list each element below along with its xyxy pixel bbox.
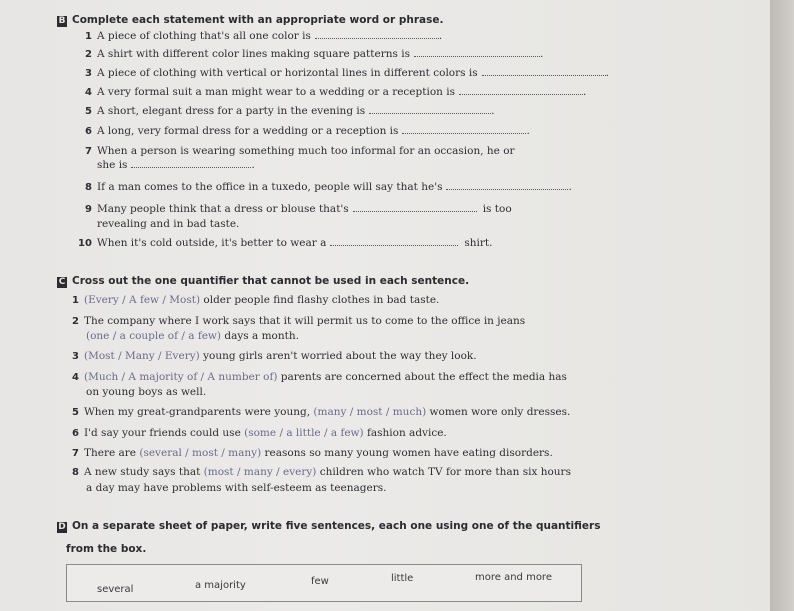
b-item-1: 1 A piece of clothing that's all one color is . — [85, 30, 443, 42]
page-edge — [770, 0, 794, 611]
section-c-heading: C Cross out the one quantifier that cannot be used in each sentence. — [58, 275, 470, 287]
b-item-6: 6 A long, very formal dress for a wedding or a reception is . — [85, 125, 530, 137]
section-b-heading: B Complete each statement with an appropriate word or phrase. — [58, 14, 444, 26]
word-more-and-more: more and more — [475, 572, 552, 583]
c-item-6: 6 I'd say your friends could use (some / a little / a few) fashion advice. — [72, 427, 447, 439]
c-item-2: 2 The company where I work says that it will permit us to come to the office in jeans — [72, 315, 526, 327]
c-item-3: 3 (Most / Many / Every) young girls aren't worried about the way they look. — [72, 350, 477, 362]
section-d-heading-line2: from the box. — [66, 543, 147, 555]
b-item-4: 4 A very formal suit a man might wear to a wedding or a reception is . — [85, 86, 587, 98]
b-item-5: 5 A short, elegant dress for a party in the evening is . — [85, 105, 495, 117]
b-item-3: 3 A piece of clothing with vertical or horizontal lines in different colors is . — [85, 67, 609, 79]
section-d-heading: D On a separate sheet of paper, write five sentences, each one using one of the quantifiers — [58, 520, 601, 532]
c-item-7: 7 There are (several / most / many) reasons so many young women have eating disorders. — [72, 447, 553, 459]
word-little: little — [391, 573, 414, 584]
word-few: few — [311, 576, 329, 587]
c-item-4-line2: on young boys as well. — [86, 386, 207, 398]
section-c-badge: C — [58, 277, 66, 287]
quantifier-word-box — [66, 564, 582, 602]
b-item-10: 10 When it's cold outside, it's better to wear a shirt. — [78, 237, 493, 249]
b-item-9-line2: revealing and in bad taste. — [97, 218, 240, 230]
b-item-8: 8 If a man comes to the office in a tuxedo, people will say that he's . — [85, 181, 572, 193]
word-several: several — [97, 584, 134, 595]
section-b-badge: B — [58, 16, 66, 26]
word-a-majority: a majority — [195, 580, 246, 591]
b-item-7: 7 When a person is wearing something much too informal for an occasion, he or — [85, 145, 515, 157]
c-item-8-line2: a day may have problems with self-esteem as teenagers. — [86, 482, 387, 494]
b-item-9: 9 Many people think that a dress or blouse that's is too — [85, 203, 512, 215]
c-item-4: 4 (Much / A majority of / A number of) parents are concerned about the effect the media has — [72, 371, 567, 383]
section-d-badge: D — [58, 522, 66, 532]
c-item-5: 5 When my great-grandparents were young, (many / most / much) women wore only dresses. — [72, 406, 571, 418]
b-item-2: 2 A shirt with different color lines making square patterns is . — [85, 48, 544, 60]
c-item-1: 1 (Every / A few / Most) older people find flashy clothes in bad taste. — [72, 294, 440, 306]
c-item-8: 8 A new study says that (most / many / every) children who watch TV for more than six hours — [72, 466, 571, 478]
b-item-7-line2: she is . — [97, 159, 255, 171]
c-item-2-line2: (one / a couple of / a few) days a month. — [86, 330, 299, 342]
